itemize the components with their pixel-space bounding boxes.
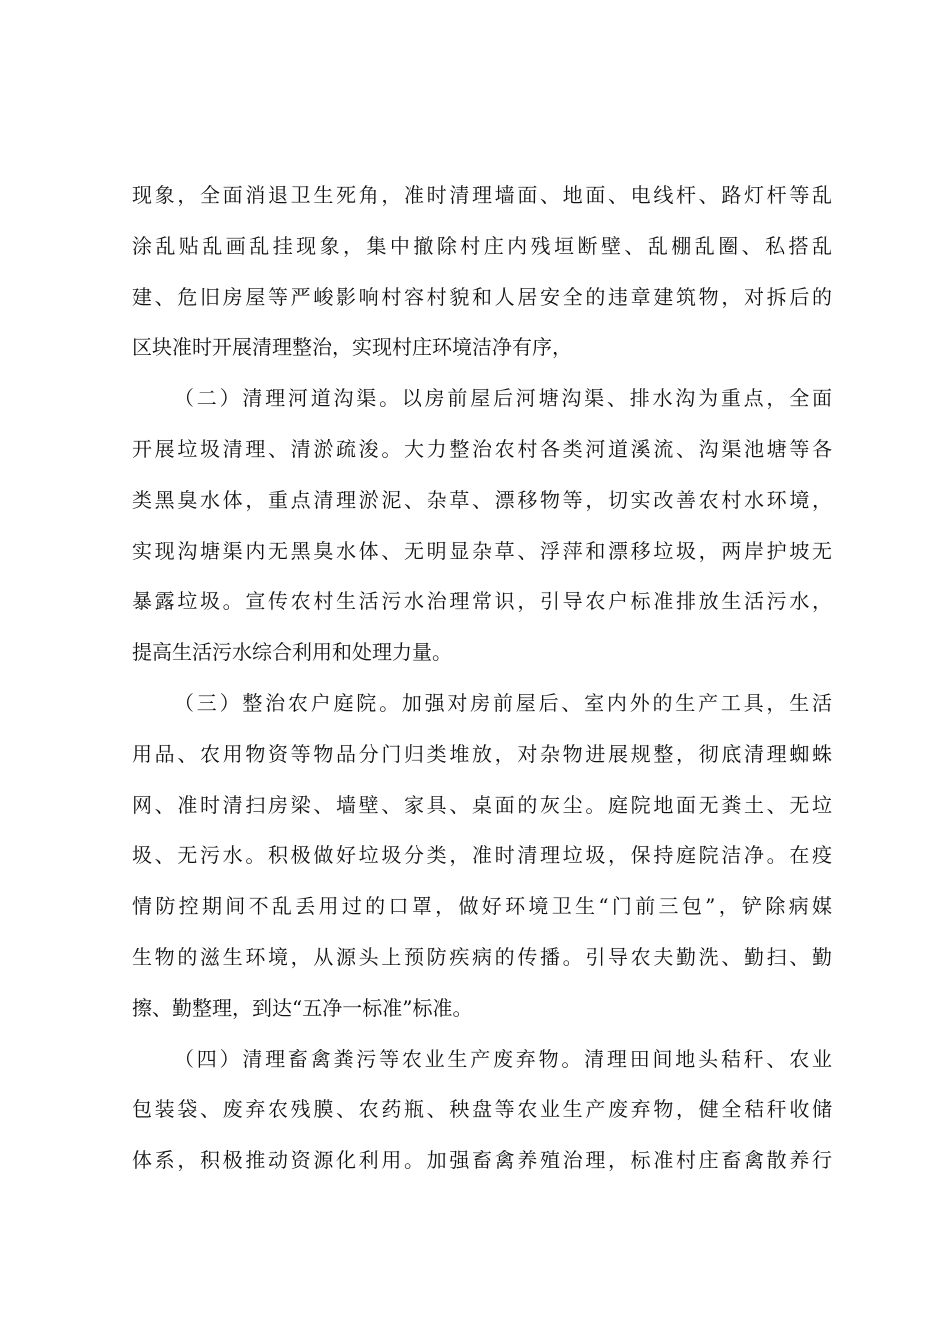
paragraph-p1 (132, 386, 832, 665)
text-line: （四）清理畜禽粪污等农业生产废弃物。清理田间地头秸秆、农业 (174, 1046, 832, 1071)
text-line: 网、准时清扫房梁、墙壁、家具、桌面的灰尘。庭院地面无粪土、无垃 (132, 792, 832, 817)
text-line: 擦、勤整理，到达“五净一标准”标准。 (132, 995, 473, 1020)
paragraph-p3 (132, 1047, 832, 1174)
text-line: 开展垃圾清理、清淤疏浚。大力整治农村各类河道溪流、沟渠池塘等各 (132, 436, 832, 461)
text-line: 圾、无污水。积极做好垃圾分类，准时清理垃圾，保持庭院洁净。在疫 (132, 843, 832, 868)
text-line: （三）整治农户庭院。加强对房前屋后、室内外的生产工具，生活 (174, 690, 832, 715)
text-line: 类黑臭水体，重点清理淤泥、杂草、漂移物等，切实改善农村水环境， (132, 487, 832, 512)
paragraph-p0 (132, 183, 832, 360)
text-line: 包装袋、废弃农残膜、农药瓶、秧盘等农业生产废弃物，健全秸秆收储 (132, 1097, 832, 1122)
text-line: 用品、农用物资等物品分门归类堆放，对杂物进展规整，彻底清理蜘蛛 (132, 741, 832, 766)
text-line: 暴露垃圾。宣传农村生活污水治理常识，引导农户标准排放生活污水， (132, 589, 832, 614)
text-line: 现象，全面消退卫生死角，准时清理墙面、地面、电线杆、路灯杆等乱 (132, 183, 832, 207)
document-body (132, 183, 832, 1199)
text-line: 实现沟塘渠内无黑臭水体、无明显杂草、浮萍和漂移垃圾，两岸护坡无 (132, 538, 832, 563)
text-line: 建、危旧房屋等严峻影响村容村貌和人居安全的违章建筑物，对拆后的 (132, 284, 832, 309)
text-line: 生物的滋生环境，从源头上预防疾病的传播。引导农夫勤洗、勤扫、勤 (132, 944, 832, 969)
text-line: （二）清理河道沟渠。以房前屋后河塘沟渠、排水沟为重点，全面 (174, 386, 832, 411)
text-line: 区块准时开展清理整治，实现村庄环境洁净有序， (132, 335, 572, 360)
paragraph-p2 (132, 691, 832, 1021)
text-line: 情防控期间不乱丢用过的口罩，做好环境卫生“门前三包”，铲除病媒 (132, 894, 832, 919)
text-line: 体系，积极推动资源化利用。加强畜禽养殖治理，标准村庄畜禽散养行 (132, 1148, 832, 1173)
text-line: 提高生活污水综合利用和处理力量。 (132, 640, 452, 665)
text-line: 涂乱贴乱画乱挂现象，集中撤除村庄内残垣断壁、乱棚乱圈、私搭乱 (132, 233, 832, 258)
